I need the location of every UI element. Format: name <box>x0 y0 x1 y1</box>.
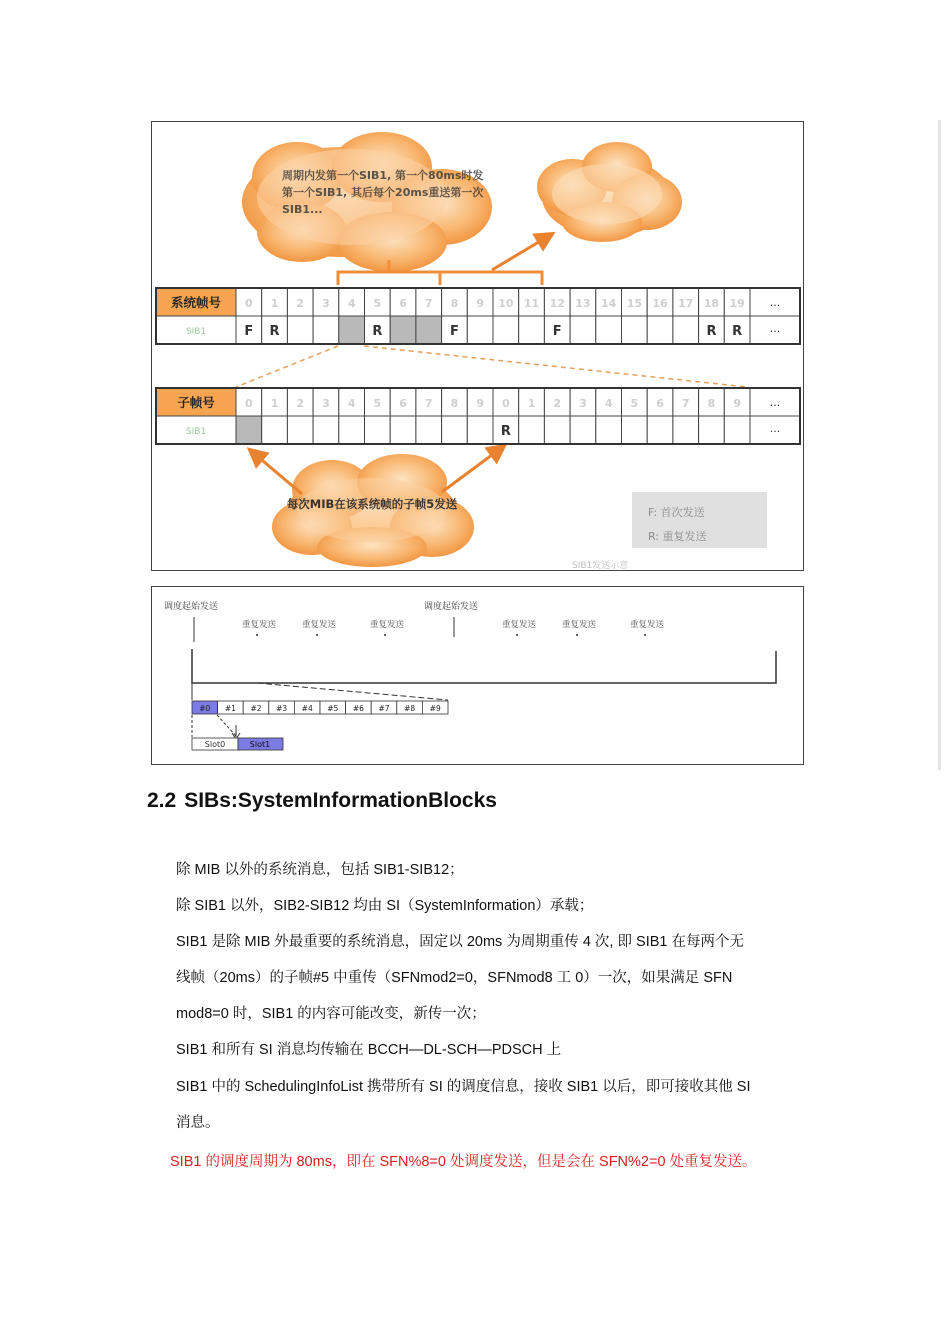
cloud-top-left-text: 周期内发第一个SIB1, 第一个80ms时发第一个SIB1, 其后每个20ms重送第一次SIB1... <box>282 169 484 216</box>
start-label-1: 调度起始发送 <box>164 602 219 612</box>
subframe-table-mark-cell <box>622 416 648 444</box>
frame-table-num: 12 <box>549 297 565 310</box>
repeat-label-4: 重复发送 <box>502 620 537 630</box>
subframe-label: #1 <box>224 704 236 713</box>
frame-table-num: 14 <box>600 297 617 310</box>
frame-table-num: 6 <box>399 297 407 310</box>
frame-table-num: 4 <box>347 297 356 310</box>
frame-table-mark: F <box>552 324 562 339</box>
paragraph-5: mod8=0 时，SIB1 的内容可能改变，新传一次； <box>176 1006 486 1022</box>
frame-table-mark: R <box>372 324 383 339</box>
frame-table-num: 17 <box>678 297 694 310</box>
bracket-left <box>338 272 440 285</box>
frame-table-mark: R <box>269 324 280 339</box>
frame-table-num: 9 <box>476 297 484 310</box>
frame-table-mark: F <box>450 324 459 339</box>
section-title: SIBs:SystemInformationBlocks <box>184 789 497 812</box>
arrow-bottom-left <box>250 450 302 494</box>
frame-table-mark-cell <box>313 316 339 344</box>
subframe-table-mark-cell <box>673 416 699 444</box>
page-edge-mark <box>938 120 941 770</box>
subframe-label: #6 <box>352 704 364 713</box>
figure-caption-partial: SIB1发送示意 <box>572 561 629 570</box>
highlight-paragraph: SIB1 的调度周期为 80ms，即在 SFN%8=0 处调度发送，但是会在 SFN%2=0 处重复发送。 <box>170 1154 757 1170</box>
subframe-table-mark-cell <box>570 416 596 444</box>
subframe-table-num: 7 <box>681 397 690 410</box>
subframe-label: #8 <box>404 704 416 713</box>
frame-table-label-1: 系统帧号 <box>170 295 222 310</box>
frame-table-ellipsis-1: ... <box>769 296 781 309</box>
section-heading <box>147 789 497 813</box>
subframe-table-num: 0 <box>502 397 510 410</box>
frame-table-mark: R <box>732 324 743 339</box>
paragraph-7: SIB1 中的 SchedulingInfoList 携带所有 SI 的调度信息，接收 SIB1 以后，即可接收其他 SI <box>176 1079 751 1095</box>
paragraph-6: SIB1 和所有 SI 消息均传输在 BCCH—DL-SCH—PDSCH 上 <box>176 1042 562 1058</box>
slot0-label: Slot0 <box>204 740 226 749</box>
subframe-table-mark-cell <box>544 416 570 444</box>
paragraph-8: 消息。 <box>176 1115 220 1131</box>
subframe-label: #3 <box>276 704 288 713</box>
subframe-table-num: 7 <box>424 397 433 410</box>
repeat-label-6: 重复发送 <box>630 620 665 630</box>
subframe-label: #4 <box>301 704 313 713</box>
section-number: 2.2 <box>147 789 177 812</box>
subframe-table-num: 3 <box>322 397 330 410</box>
subframe-table-mark-cell <box>442 416 468 444</box>
repeat-label-2: 重复发送 <box>302 620 337 630</box>
subframe-table-num: 4 <box>604 397 613 410</box>
subframe-table-num: 9 <box>733 397 741 410</box>
subframe-table-num: 8 <box>450 397 459 410</box>
frame-table-mark-cell <box>467 316 493 344</box>
frame-table-num: 16 <box>652 297 668 310</box>
subframe-table-mark-cell <box>236 416 262 444</box>
subframe-table-mark-cell <box>313 416 339 444</box>
subframe-label: #7 <box>378 704 390 713</box>
subframe-table-mark-cell <box>519 416 545 444</box>
frame-table-mark-cell <box>493 316 519 344</box>
timeline-bracket <box>192 649 776 683</box>
frame-table-mark-cell <box>519 316 545 344</box>
subframe-table-mark-cell <box>467 416 493 444</box>
subframe-table-mark-cell <box>596 416 622 444</box>
scheduling-timeline-svg <box>152 587 803 764</box>
subframe-table-num: 8 <box>707 397 716 410</box>
subframe-table-num: 2 <box>296 397 305 410</box>
start-label-2: 调度起始发送 <box>424 602 479 612</box>
subframe-label: #9 <box>429 704 441 713</box>
subframe-table-num: 0 <box>245 397 253 410</box>
subframe-table-mark-cell <box>390 416 416 444</box>
frame-table-num: 10 <box>498 297 514 310</box>
frame-table-num: 3 <box>322 297 330 310</box>
subframe-table-mark-cell <box>724 416 750 444</box>
subframe-table-ellipsis-1: ... <box>769 396 781 409</box>
frame-table-mark-cell <box>287 316 313 344</box>
frame-table-num: 0 <box>245 297 253 310</box>
legend-box <box>632 492 767 548</box>
arrow-top-right <box>492 234 552 270</box>
frame-table-mark-cell <box>339 316 365 344</box>
frame-table-num: 19 <box>729 297 745 310</box>
subframe-table-num: 3 <box>579 397 587 410</box>
frame-table-num: 13 <box>575 297 591 310</box>
frame-table-num: 11 <box>523 297 540 310</box>
subframe-table-num: 2 <box>553 397 562 410</box>
frame-table-num: 18 <box>703 297 720 310</box>
frame-table-mark-cell <box>390 316 416 344</box>
frame-table-num: 5 <box>373 297 382 310</box>
paragraph-4: 线帧（20ms）的子帧#5 中重传（SFNmod2=0，SFNmod8 ⼯ 0）一次，如果满足 SFN <box>176 970 733 986</box>
subframe-row <box>192 701 448 714</box>
repeat-label-3: 重复发送 <box>370 620 405 630</box>
subframe-table-mark-cell <box>365 416 391 444</box>
subframe-table-mark-cell <box>287 416 313 444</box>
bracket-right <box>440 272 542 285</box>
subframe-label: #2 <box>250 704 262 713</box>
subframe-table-num: 6 <box>656 397 664 410</box>
subframe-table-num: 4 <box>347 397 356 410</box>
subframe-table-mark-cell <box>262 416 288 444</box>
subframe-table-num: 5 <box>630 397 639 410</box>
sib1-frame-diagram-svg <box>152 122 803 570</box>
subframe-table-mark-cell <box>416 416 442 444</box>
cloud-bottom-text: 每次MIB在该系统帧的子帧5发送 <box>286 497 458 511</box>
frame-table-num: 15 <box>626 297 643 310</box>
frame-table-label-2: SIB1 <box>185 327 207 337</box>
frame-table-num: 8 <box>450 297 459 310</box>
frame-table-num: 7 <box>424 297 433 310</box>
frame-table-mark-cell <box>596 316 622 344</box>
subframe-table-num: 5 <box>373 397 382 410</box>
repeat-label-5: 重复发送 <box>562 620 597 630</box>
subframe-table-num: 1 <box>527 397 536 410</box>
subframe-table-mark-cell <box>339 416 365 444</box>
paragraph-3: SIB1 是除 MIB 外最重要的系统消息，固定以 20ms 为周期重传 4 次, 即 SIB1 在每两个无 <box>176 934 744 950</box>
subframe-table-num: 6 <box>399 397 407 410</box>
legend-r: R: 重复发送 <box>648 530 707 543</box>
subframe-table-label-2: SIB1 <box>185 427 207 437</box>
subframe-table-mark-cell <box>647 416 673 444</box>
cloud-top-right <box>537 142 682 242</box>
arrow-bottom-right <box>442 446 504 492</box>
frame-tables <box>156 288 800 444</box>
frame-table-num: 2 <box>296 297 305 310</box>
frame-table-mark-cell <box>647 316 673 344</box>
paragraph-2: 除 SIB1 以外，SIB2-SIB12 均由 SI（SystemInformation）承载； <box>176 898 594 914</box>
legend-f: F: 首次发送 <box>648 506 705 519</box>
subframe-table-num: 1 <box>270 397 279 410</box>
frame-table-mark-cell <box>416 316 442 344</box>
frame-table-mark-cell <box>673 316 699 344</box>
frame-table-mark-cell <box>622 316 648 344</box>
slot1-label: Slot1 <box>249 740 271 749</box>
frame-table-mark: R <box>706 324 717 339</box>
frame-table-mark: F <box>244 324 254 339</box>
subframe-label: #5 <box>327 704 339 713</box>
frame-table-mark-cell <box>570 316 596 344</box>
subframe-label: #0 <box>199 704 211 713</box>
paragraph-1: 除 MIB 以外的系统消息，包括 SIB1-SIB12； <box>176 862 464 878</box>
subframe-table-mark-cell <box>699 416 725 444</box>
subframe-table-ellipsis-2: ... <box>769 422 781 435</box>
subframe-table-num: 9 <box>476 397 484 410</box>
frame-table-ellipsis-2: ... <box>769 322 781 335</box>
subframe-table-label-1: 子帧号 <box>177 395 215 410</box>
subframe-table-mark: R <box>500 424 511 439</box>
scheduling-timeline-diagram <box>151 586 804 765</box>
frame-table-num: 1 <box>270 297 279 310</box>
sib1-frame-diagram <box>151 121 804 571</box>
repeat-label-1: 重复发送 <box>242 620 277 630</box>
